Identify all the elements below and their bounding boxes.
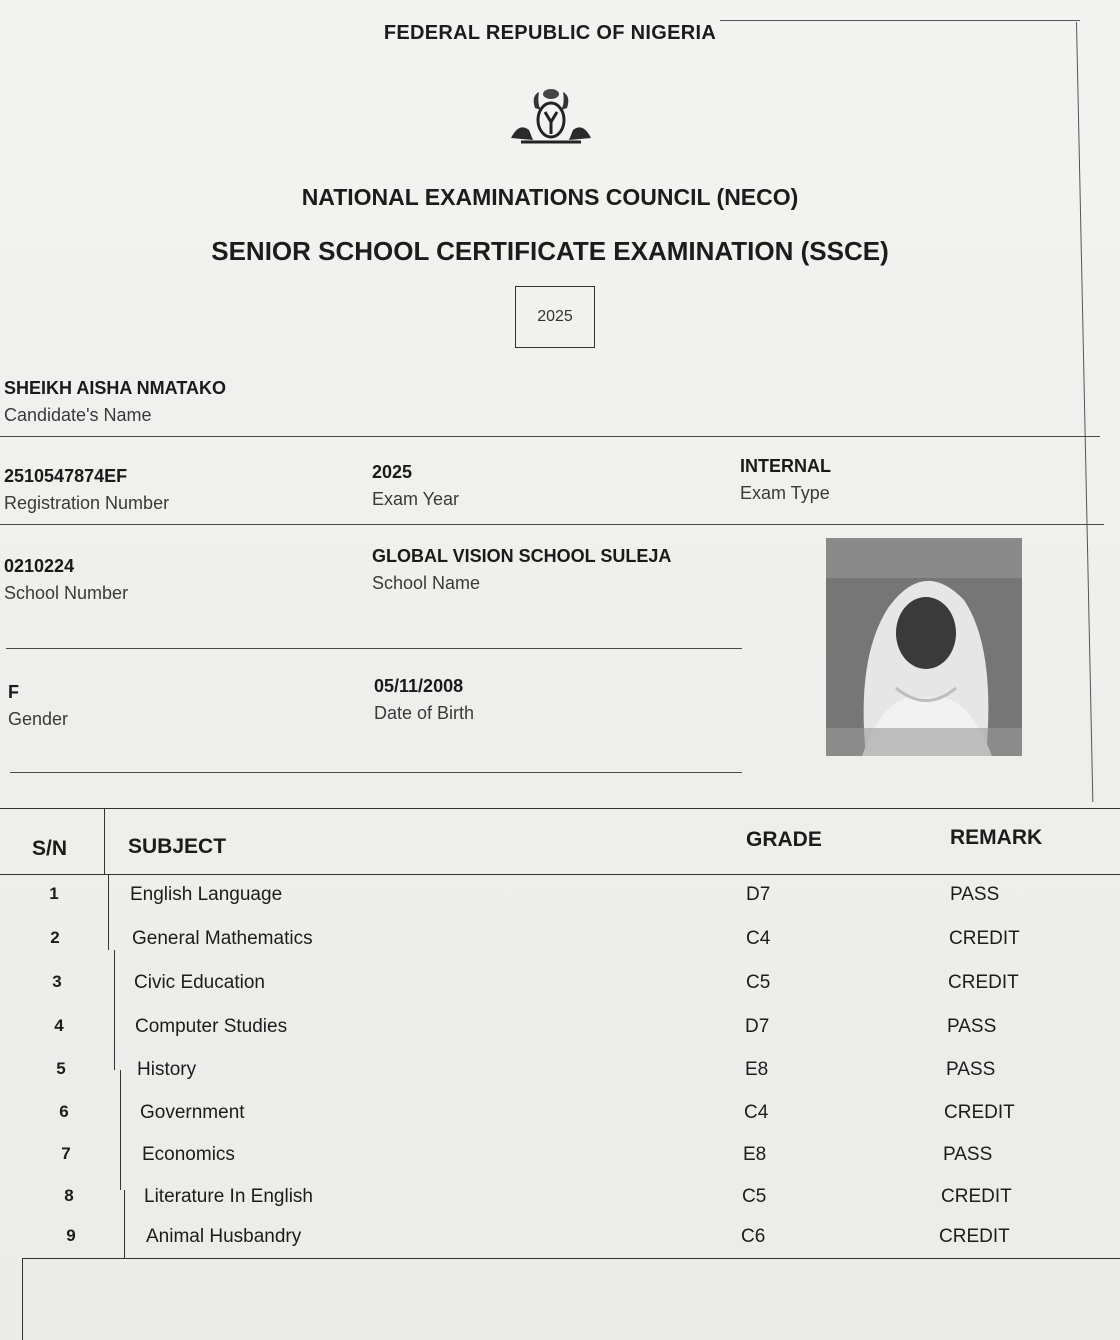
- row-remark: CREDIT: [944, 1102, 1015, 1123]
- school-name: GLOBAL VISION SCHOOL SULEJA: [372, 546, 672, 566]
- table-row: [0, 928, 1120, 968]
- table-row: [0, 1059, 1120, 1099]
- table-row: [0, 972, 1120, 1012]
- year-box-value: 2025: [537, 308, 573, 325]
- candidate-name: SHEIKH AISHA NMATAKO: [4, 378, 226, 398]
- registration-field: [4, 466, 169, 514]
- divider: [10, 772, 742, 773]
- row-subject: General Mathematics: [132, 928, 313, 949]
- date-of-birth: 05/11/2008: [374, 676, 464, 696]
- table-left-border: [22, 1258, 23, 1340]
- row-remark: PASS: [946, 1059, 996, 1080]
- row-subject: Civic Education: [134, 972, 265, 993]
- header-sn: S/N: [32, 837, 68, 860]
- table-top-border: [0, 808, 1120, 809]
- row-remark: CREDIT: [941, 1186, 1012, 1207]
- row-sn: 7: [61, 1144, 71, 1163]
- table-row: [0, 1102, 1120, 1142]
- row-subject: Literature In English: [144, 1186, 313, 1207]
- candidate-photo-image: [826, 538, 1022, 756]
- row-grade: E8: [745, 1059, 769, 1080]
- table-row: [0, 1144, 1120, 1184]
- row-subject: History: [137, 1059, 197, 1080]
- country-title: FEDERAL REPUBLIC OF NIGERIA: [383, 22, 717, 44]
- row-grade: C5: [746, 972, 771, 993]
- table-header-border: [0, 874, 1120, 875]
- table-row: [0, 1226, 1120, 1266]
- row-grade: D7: [745, 1016, 770, 1037]
- school-name-label: School Name: [372, 573, 481, 593]
- row-sn: 3: [52, 972, 62, 991]
- table-column-divider: [104, 808, 105, 874]
- row-remark: PASS: [950, 884, 1000, 905]
- exam-year-field: [372, 462, 459, 510]
- row-grade: C5: [742, 1186, 767, 1207]
- registration-number: 2510547874EF: [4, 466, 128, 486]
- exam-year: 2025: [372, 462, 413, 482]
- school-number-label: School Number: [4, 583, 129, 603]
- row-sn: 6: [59, 1102, 69, 1121]
- row-grade: C4: [744, 1102, 769, 1123]
- council-title: NATIONAL EXAMINATIONS COUNCIL (NECO): [301, 184, 799, 210]
- exam-title: SENIOR SCHOOL CERTIFICATE EXAMINATION (SSCE): [211, 236, 889, 266]
- row-grade: C4: [746, 928, 771, 949]
- registration-label: Registration Number: [4, 493, 170, 513]
- table-row: [0, 1186, 1120, 1226]
- exam-type-field: [740, 456, 831, 504]
- dob-label: Date of Birth: [374, 703, 475, 723]
- dob-field: [374, 676, 474, 724]
- school-number: 0210224: [4, 556, 75, 576]
- row-sn: 4: [54, 1016, 64, 1035]
- divider: [0, 436, 1100, 437]
- row-subject: English Language: [130, 884, 283, 905]
- gender-label: Gender: [8, 709, 69, 729]
- header-grade: GRADE: [746, 828, 822, 851]
- row-sn: 9: [66, 1226, 76, 1245]
- divider: [6, 648, 742, 649]
- table-row: [0, 884, 1120, 924]
- row-grade: C6: [741, 1226, 766, 1247]
- row-remark: CREDIT: [948, 972, 1019, 993]
- exam-year-label: Exam Year: [372, 489, 460, 509]
- row-subject: Computer Studies: [135, 1016, 288, 1037]
- row-sn: 1: [49, 884, 59, 903]
- school-number-field: [4, 556, 128, 604]
- exam-type: INTERNAL: [740, 456, 831, 476]
- candidate-photo: [826, 538, 1022, 756]
- row-remark: PASS: [947, 1016, 997, 1037]
- year-box: [515, 286, 595, 348]
- divider: [0, 524, 1104, 525]
- candidate-name-field: [4, 378, 226, 426]
- row-remark: PASS: [943, 1144, 993, 1165]
- table-row: [0, 1016, 1120, 1056]
- header-subject: SUBJECT: [128, 835, 227, 858]
- row-subject: Economics: [142, 1144, 235, 1165]
- row-subject: Animal Husbandry: [146, 1226, 302, 1247]
- header-remark: REMARK: [950, 826, 1043, 849]
- row-grade: D7: [746, 884, 771, 905]
- row-sn: 2: [50, 928, 60, 947]
- gender-field: [8, 682, 68, 730]
- coat-of-arms-icon: [505, 82, 597, 148]
- candidate-name-label: Candidate's Name: [4, 405, 152, 425]
- page-top-edge: [720, 20, 1080, 21]
- gender: F: [8, 682, 19, 702]
- row-sn: 8: [64, 1186, 74, 1205]
- row-sn: 5: [56, 1059, 66, 1078]
- row-subject: Government: [140, 1102, 245, 1123]
- row-remark: CREDIT: [939, 1226, 1010, 1247]
- row-grade: E8: [743, 1144, 767, 1165]
- school-name-field: [372, 546, 671, 594]
- exam-type-label: Exam Type: [740, 483, 830, 503]
- row-remark: CREDIT: [949, 928, 1020, 949]
- page-right-edge: [1076, 22, 1093, 802]
